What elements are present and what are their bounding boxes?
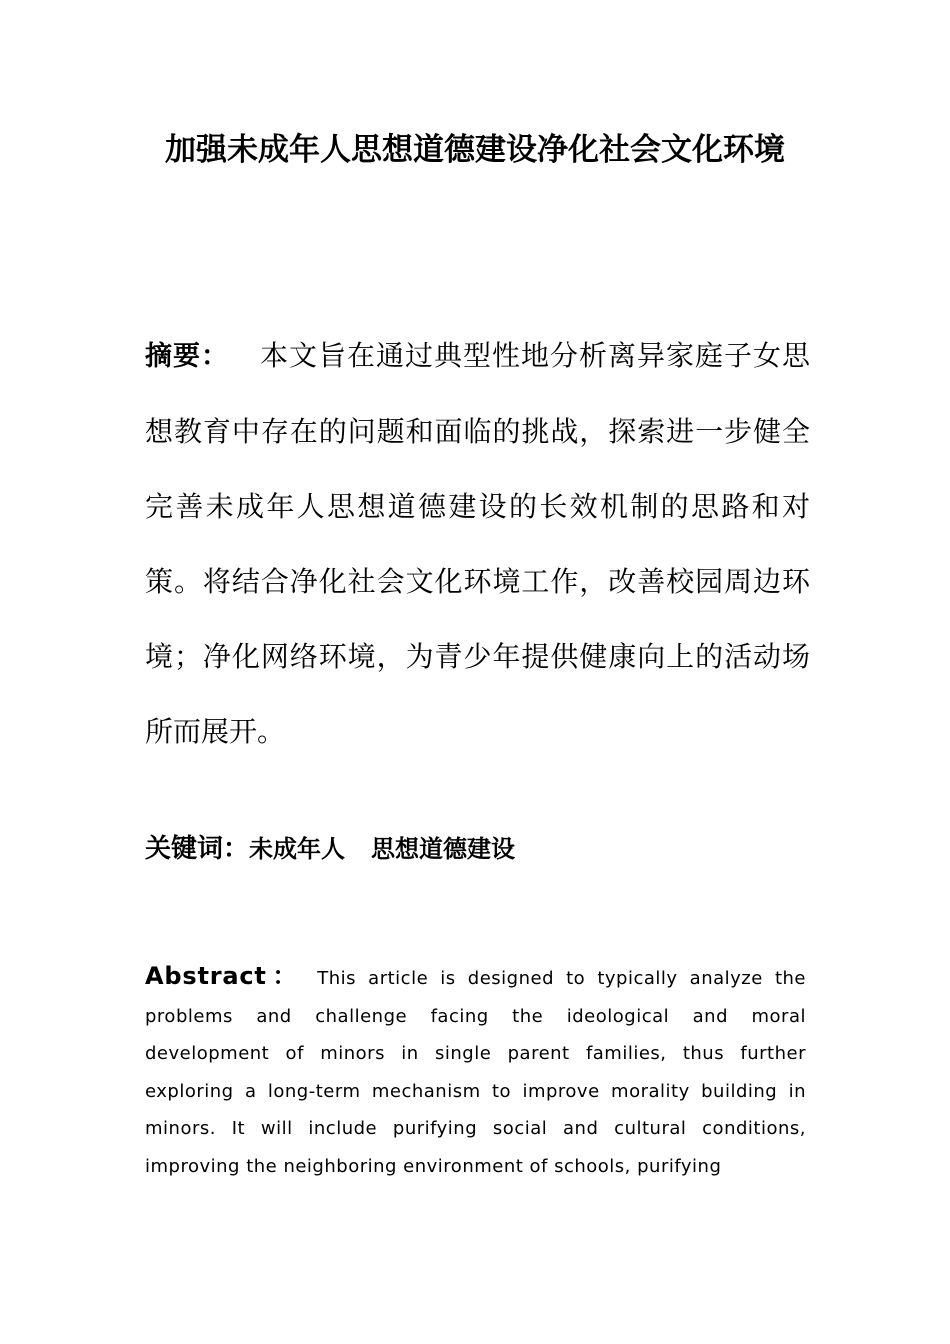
english-abstract-label: Abstract：	[145, 962, 304, 990]
chinese-abstract-text: 本文旨在通过典型性地分析离异家庭子女思想教育中存在的问题和面临的挑战，探索进一步健全完善未成年人思想道德建设的长效机制的思路和对策。将结合净化社会文化环境工作，改善校园周边环境；净化网络环境，为青少年提供健康向上的活动场所而展开。	[145, 339, 810, 748]
keywords-label: 关键词：	[145, 834, 250, 864]
chinese-abstract	[145, 318, 810, 769]
keywords	[145, 829, 845, 869]
keyword-item: 思想道德建设	[371, 835, 516, 863]
keyword-item: 未成年人	[249, 835, 346, 863]
document-title: 加强未成年人思想道德建设净化社会文化环境	[165, 132, 785, 168]
english-abstract	[145, 958, 806, 1185]
chinese-abstract-label: 摘要：	[145, 341, 229, 372]
english-abstract-text: This article is designed to typically analyze the problems and challenge facing the ideological and moral development of minors in single parent families, thus further exploring a long-term mechanism to improve morality building in minors. It will include purifying social and cultural conditions, improving the neighboring environment of schools, purifying	[145, 968, 806, 1177]
